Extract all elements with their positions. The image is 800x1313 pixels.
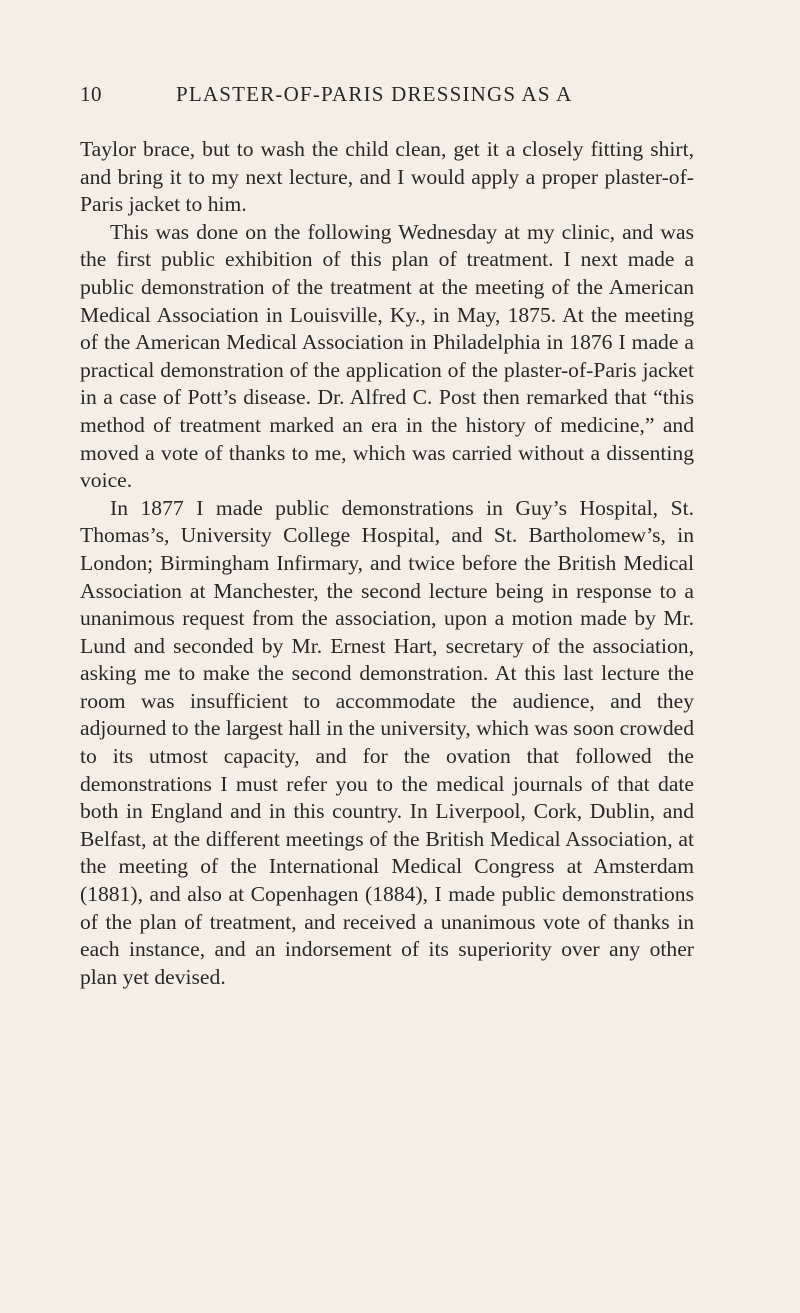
body-text [80, 136, 694, 991]
paragraph-3: In 1877 I made public demonstrations in Guy’s Hospital, St. Thomas’s, University College Hospital, and St. Bartholomew’s, in London; Birmingham Infirmary, and twice before the British Medical Association at Manchester, the second lecture being in response to a unanimous request from the association, upon a motion made by Mr. Lund and seconded by Mr. Ernest Hart, secretary of the association, asking me to make the second demonstration. At this last lecture the room was insufficient to accommodate the audience, and they adjourned to the largest hall in the university, which was soon crowded to its utmost capacity, and for the ovation that followed the demonstrations I must refer you to the medical journals of that date both in England and in this country. In Liverpool, Cork, Dublin, and Belfast, at the different meetings of the British Medical Association, at the meeting of the International Medical Congress at Amsterdam (1881), and also at Copenhagen (1884), I made public demonstrations of the plan of treatment, and received a unanimous vote of thanks in each instance, and an indorsement of its superiority over any other plan yet devised. [80, 495, 694, 989]
running-title: PLASTER-OF-PARIS DRESSINGS AS A [176, 82, 573, 106]
running-head [80, 82, 694, 122]
paragraph-2: This was done on the following Wednesday at my clinic, and was the first public exhibition of this plan of treatment. I next made a public demonstration of the treatment at the meeting of the American Medical Association in Louisville, Ky., in May, 1875. At the meeting of the American Medical Association in Philadelphia in 1876 I made a practical demonstration of the application of the plaster-of-Paris jacket in a case of Pott’s disease. Dr. Alfred C. Post then remarked that “this method of treatment marked an era in the history of medicine,” and moved a vote of thanks to me, which was carried without a dissenting voice. [80, 219, 694, 493]
paragraph-1: Taylor brace, but to wash the child clean, get it a closely fitting shirt, and bring it to my next lecture, and I would apply a proper plaster-of-Paris jacket to him. [80, 137, 694, 217]
page-number: 10 [80, 82, 102, 106]
